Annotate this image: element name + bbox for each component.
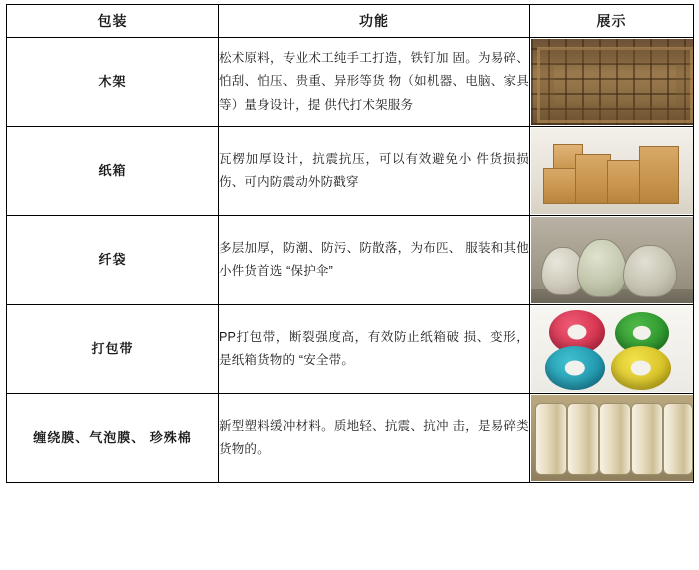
packaging-name: 打包带 [7, 305, 219, 394]
table-header [7, 5, 694, 38]
carton-box-shape [639, 146, 679, 204]
packaging-table [6, 4, 694, 483]
table-row [7, 394, 694, 483]
carton-box-photo [531, 128, 693, 214]
packaging-display-cell [530, 216, 694, 305]
film-roll-shape [535, 403, 567, 475]
strapping-roll-shape [545, 346, 605, 390]
packaging-display-cell [530, 305, 694, 394]
woven-bag-shape [623, 245, 677, 297]
packaging-name: 纸箱 [7, 127, 219, 216]
column-header-packaging: 包装 [7, 5, 219, 38]
film-roll-shape [599, 403, 631, 475]
packaging-display-cell [530, 127, 694, 216]
column-header-function: 功能 [219, 5, 530, 38]
column-header-display: 展示 [530, 5, 694, 38]
wooden-crate-photo [531, 39, 693, 125]
film-roll-shape [631, 403, 663, 475]
strapping-roll-photo [531, 306, 693, 392]
packaging-display-cell [530, 38, 694, 127]
film-roll-shape [567, 403, 599, 475]
packaging-description: 瓦楞加厚设计，抗震抗压，可以有效避免小 件货损损伤、可内防震动外防戳穿 [219, 127, 530, 216]
table-row [7, 38, 694, 127]
packaging-name: 缠绕膜、气泡膜、 珍殊棉 [7, 394, 219, 483]
table-header-row [7, 5, 694, 38]
packaging-description: 松术原料，专业术工纯手工打造，铁钉加 固。为易碎、怕刮、怕压、贵重、异形等货 物（如机器、电脑、家具等）量身设计，提 供代打术架服务 [219, 38, 530, 127]
table-body [7, 38, 694, 483]
table-row [7, 305, 694, 394]
woven-bag-shape [577, 239, 627, 297]
stretch-film-photo [531, 395, 693, 481]
packaging-description: 新型塑料缓冲材料。质地轻、抗震、抗冲 击，是易碎类货物的。 [219, 394, 530, 483]
packaging-name: 木架 [7, 38, 219, 127]
carton-box-shape [543, 168, 579, 204]
strapping-roll-shape [611, 346, 671, 390]
packaging-name: 纤袋 [7, 216, 219, 305]
woven-bag-photo [531, 217, 693, 303]
packaging-display-cell [530, 394, 694, 483]
packaging-description: 多层加厚，防潮、防污、防散落，为布匹、 服装和其他小件货首选 “保护伞” [219, 216, 530, 305]
packaging-description: PP打包带，断裂强度高，有效防止纸箱破 损、变形，是纸箱货物的 “安全带。 [219, 305, 530, 394]
film-roll-shape [663, 403, 693, 475]
table-row [7, 216, 694, 305]
table-row [7, 127, 694, 216]
carton-box-shape [575, 154, 611, 204]
carton-box-shape [607, 160, 643, 204]
